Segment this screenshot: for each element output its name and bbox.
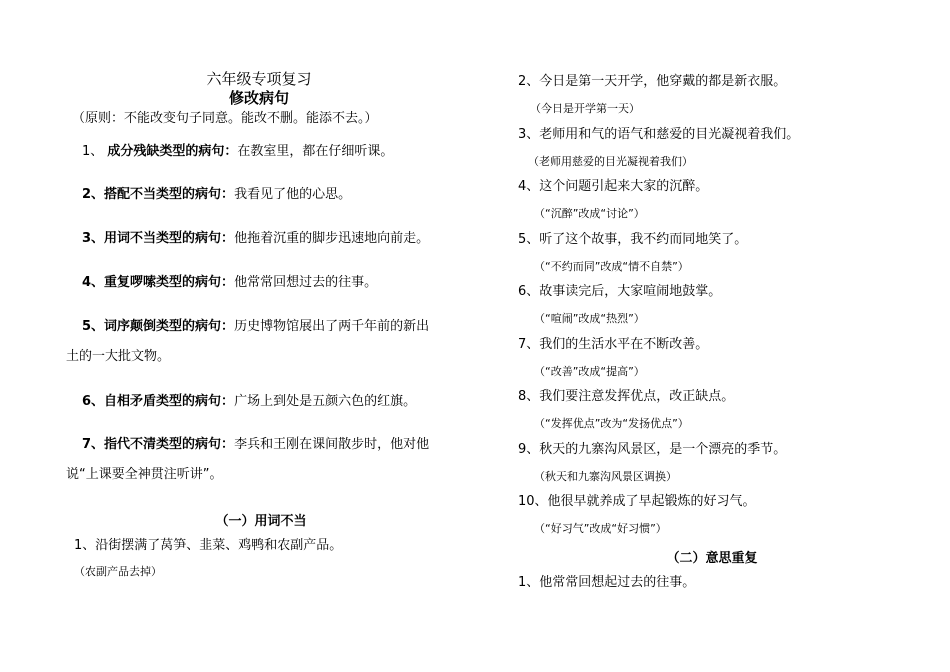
type-label: 自相矛盾类型的病句：	[104, 394, 235, 409]
type-label: 词序颠倒类型的病句：	[104, 319, 235, 334]
list-note: （“不约而同”改成“情不自禁”）	[534, 259, 689, 273]
type-item-5	[82, 317, 429, 337]
principle-note: （原则：不能改变句子同意。能改不删。能添不去。）	[72, 111, 378, 126]
list-item: 4、这个问题引起来大家的沉醉。	[518, 179, 709, 194]
type-item-6	[82, 392, 416, 412]
type-label: 重复啰嗦类型的病句：	[104, 275, 235, 290]
doc-subtitle: 修改病句	[228, 89, 289, 107]
doc-title: 六年级专项复习	[206, 70, 312, 88]
list-item: 6、故事读完后，大家喧闹地鼓掌。	[518, 284, 722, 299]
type-text: 历史博物馆展出了两千年前的新出	[234, 319, 430, 334]
section1-item-1: 1、沿街摆满了莴笋、韭菜、鸡鸭和农副产品。	[74, 538, 343, 553]
list-item: 8、我们要注意发挥优点，改正缺点。	[518, 389, 735, 404]
type-num: 3、	[82, 231, 105, 246]
type-item-7	[82, 435, 429, 455]
type-num: 1、	[82, 144, 108, 159]
type-item-1	[82, 142, 393, 162]
type-num: 5、	[82, 319, 105, 334]
type-num: 4、	[82, 275, 105, 290]
type-num: 2、	[82, 187, 105, 202]
list-note: （今日是开学第一天）	[530, 102, 640, 115]
list-note: （“喧闹”改成“热烈”）	[534, 312, 645, 325]
list-note: （“发挥优点”改为“发扬优点”）	[534, 417, 689, 430]
type-item-7-cont: 说“上课要全神贯注听讲”。	[66, 467, 223, 482]
type-text: 李兵和王刚在课间散步时，他对他	[234, 437, 430, 452]
list-item: 3、老师用和气的语气和慈爱的目光凝视着我们。	[518, 126, 800, 142]
type-text: 他拖着沉重的脚步迅速地向前走。	[234, 231, 430, 246]
list-note: （“改善”改成“提高”）	[534, 364, 645, 378]
list-item: 2、今日是第一天开学，他穿戴的都是新衣服。	[518, 74, 787, 89]
type-text: 他常常回想过去的往事。	[234, 275, 378, 290]
left-column	[66, 70, 466, 578]
type-text: 我看见了他的心思。	[234, 187, 352, 202]
type-num: 7、	[82, 437, 105, 452]
type-label: 用词不当类型的病句：	[104, 231, 235, 246]
type-text: 广场上到处是五颜六色的红旗。	[234, 394, 417, 409]
type-label: 指代不清类型的病句：	[104, 437, 235, 452]
section2-item-1: 1、他常常回想起过去的往事。	[518, 574, 696, 590]
list-note: （“好习气”改成“好习惯”）	[534, 522, 667, 535]
type-item-4	[82, 273, 377, 293]
list-note: （“沉醉”改成“讨论”）	[534, 207, 645, 220]
type-num: 6、	[82, 394, 105, 409]
type-item-3	[82, 229, 429, 249]
section1-note-1: （农副产品去掉）	[74, 565, 162, 578]
list-note: （秋天和九寨沟风景区调换）	[534, 469, 677, 483]
type-text: 在教室里，都在仔细听课。	[237, 144, 394, 159]
list-item: 9、秋天的九寨沟风景区，是一个漂亮的季节。	[518, 441, 787, 457]
type-item-2	[82, 185, 351, 205]
type-label: 搭配不当类型的病句：	[104, 187, 235, 202]
list-item: 7、我们的生活水平在不断改善。	[518, 336, 709, 352]
type-label: 成分残缺类型的病句：	[107, 144, 238, 159]
section-heading-1: （一）用词不当	[215, 514, 307, 529]
type-item-5-cont: 土的一大批文物。	[66, 349, 171, 364]
list-item: 10、他很早就养成了早起锻炼的好习气。	[518, 494, 756, 509]
section-heading-2: （二）意思重复	[666, 550, 758, 566]
list-note: （老师用慈爱的目光凝视着我们）	[528, 154, 693, 168]
list-item: 5、听了这个故事，我不约而同地笑了。	[518, 231, 748, 247]
